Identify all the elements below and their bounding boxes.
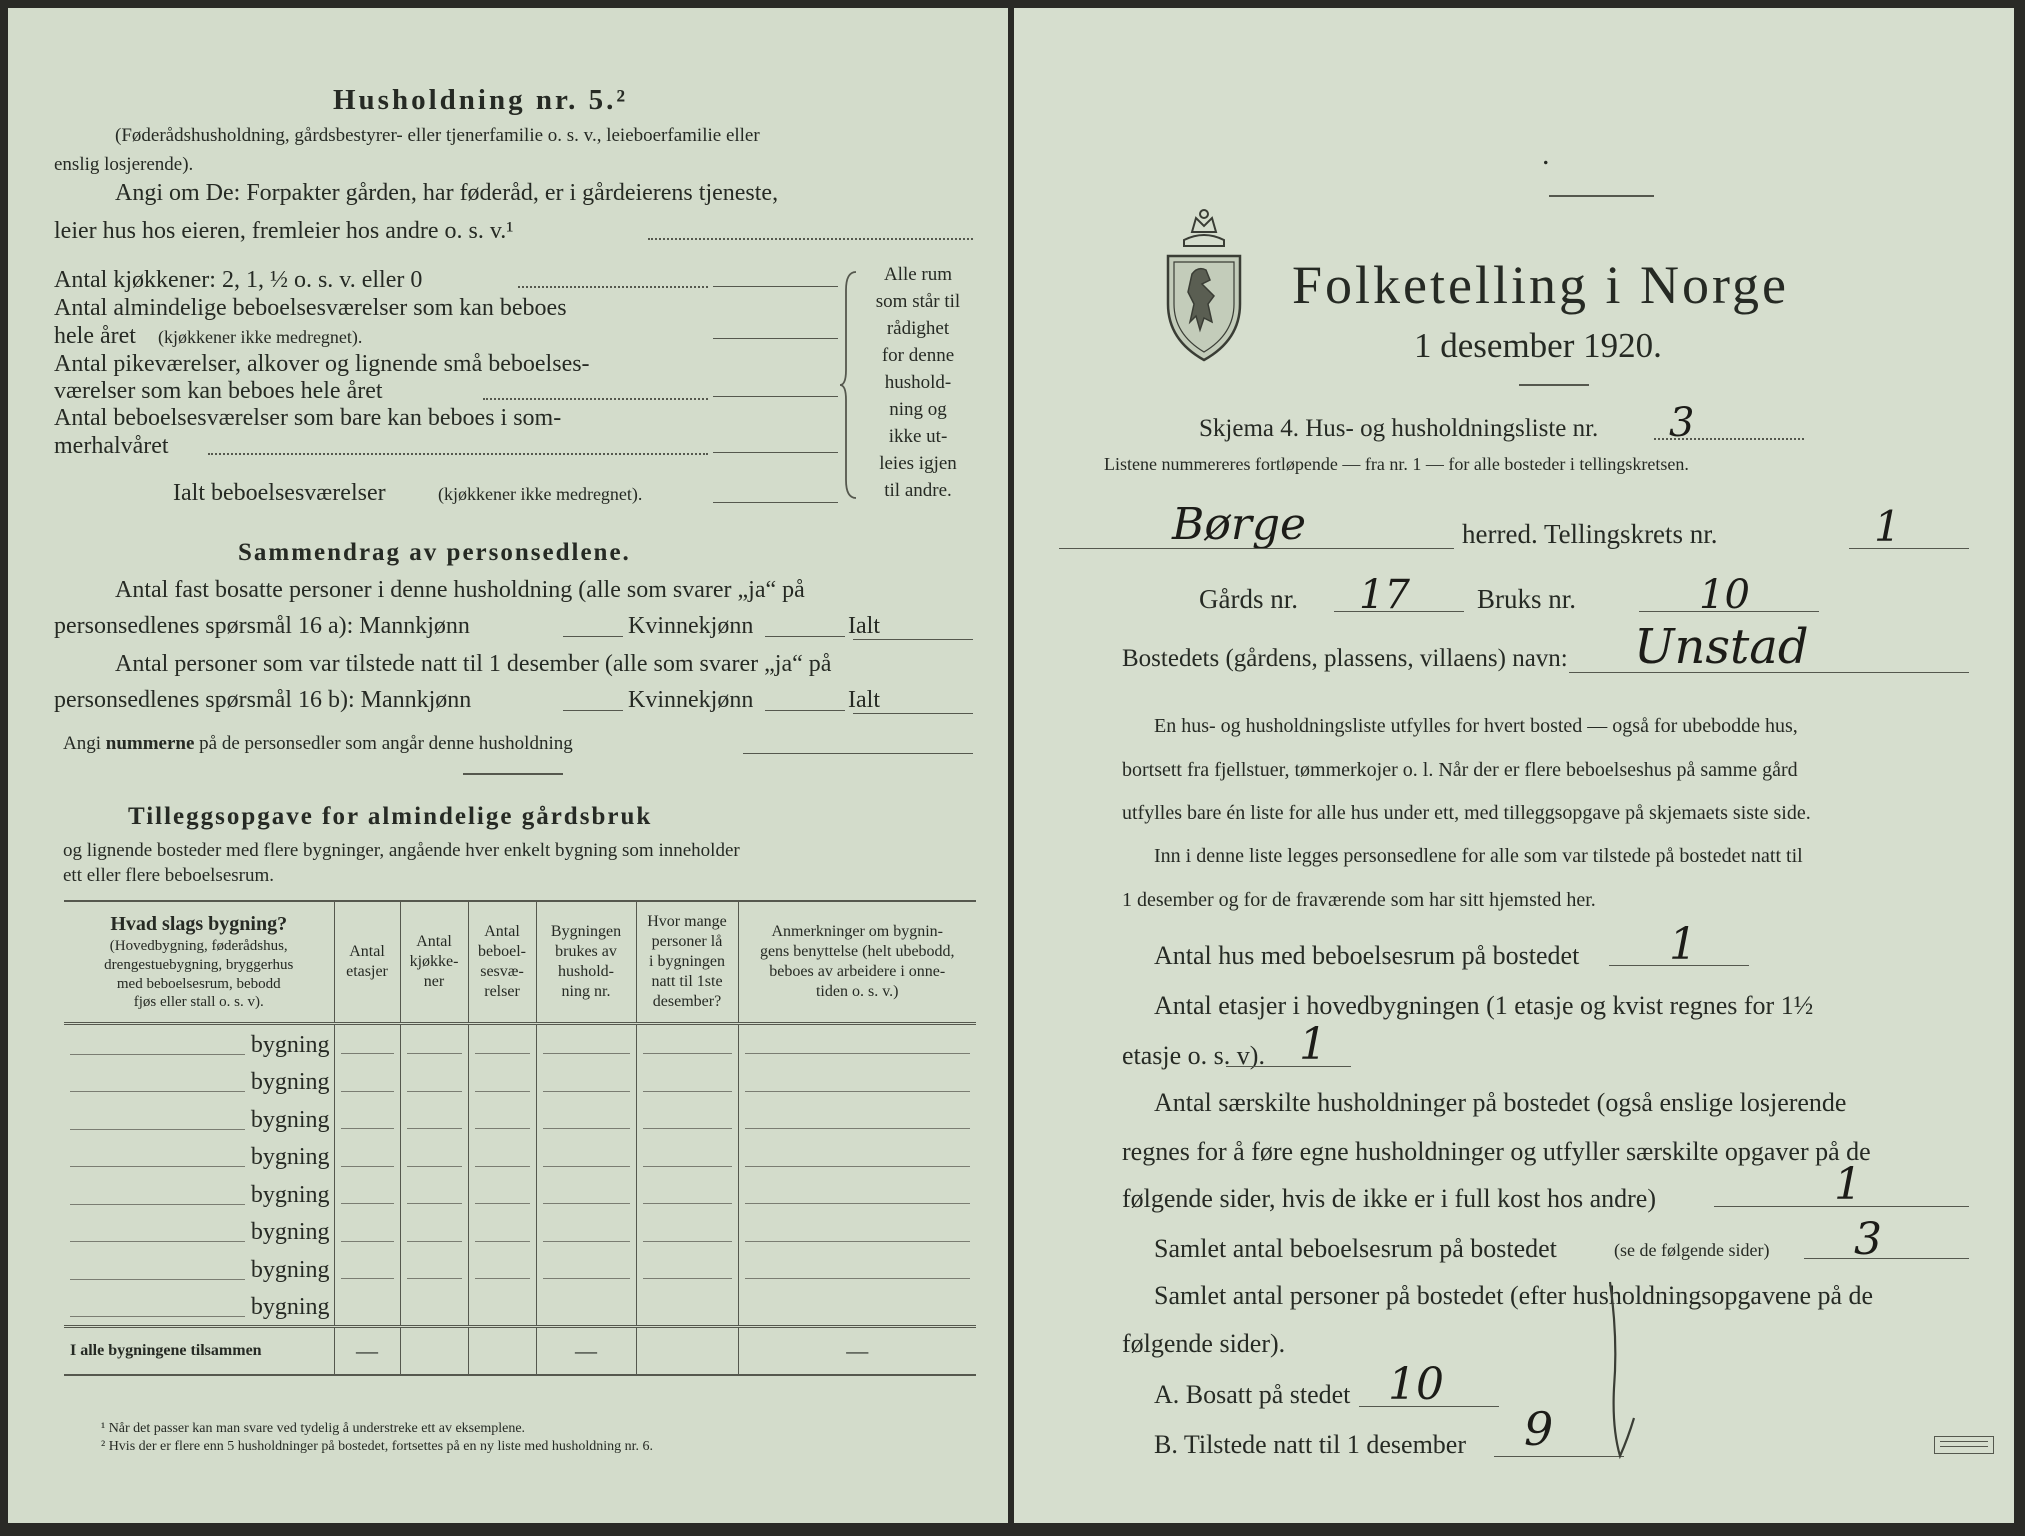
cell[interactable] (536, 1100, 636, 1138)
cell[interactable] (400, 1138, 468, 1176)
b-value[interactable]: 9 (1524, 1402, 1554, 1456)
gards-line (1334, 611, 1464, 612)
h: sesvæ- (480, 963, 524, 980)
note-line: for denne (881, 345, 955, 366)
krets-value[interactable]: 1 (1874, 502, 1901, 551)
angi-rest: på de personsedler som angår denne husholdning (199, 733, 573, 754)
q-hus-label: Antal hus med beboelsesrum på bostedet (1154, 941, 1580, 970)
table-row (64, 1175, 976, 1213)
table-row (64, 1100, 976, 1138)
building-type-cell[interactable] (64, 1288, 334, 1327)
tilstede-mann-line[interactable] (563, 710, 623, 711)
cell[interactable] (334, 1100, 400, 1138)
cell[interactable] (636, 1138, 738, 1176)
q-pers-l1: Samlet antal personer på bostedet (efter husholdningsopgavene på de (1154, 1281, 1874, 1310)
cell[interactable] (636, 1250, 738, 1288)
census-date: 1 desember 1920. (1414, 326, 1662, 365)
q-rom-value[interactable]: 3 (1854, 1214, 1882, 1265)
cell[interactable] (536, 1138, 636, 1176)
summary-title: Sammendrag av personsedlene. (238, 539, 631, 566)
a-value[interactable]: 10 (1388, 1359, 1444, 1410)
dot-mark: . (1542, 138, 1550, 171)
household-intro-2: enslig losjerende). (54, 154, 194, 175)
bosatte-kvinne-label: Kvinnekjønn (628, 613, 754, 639)
cell[interactable] (400, 1175, 468, 1213)
cell[interactable] (536, 1063, 636, 1101)
h: Bygningen (550, 923, 622, 940)
brace-icon (840, 270, 862, 500)
q-rom-label: Samlet antal beboelsesrum på bostedet (1154, 1234, 1557, 1263)
cell[interactable] (536, 1024, 636, 1063)
cell[interactable] (334, 1138, 400, 1176)
h: kjøkke- (409, 953, 459, 970)
cell[interactable] (400, 1213, 468, 1251)
cell[interactable] (334, 1213, 400, 1251)
herred-label: herred. Tellingskrets nr. (1462, 519, 1718, 549)
footnote-1: ¹ Når det passer kan man svare ved tydelig å understreke ett av eksemplene. (101, 1421, 526, 1436)
krets-line (1849, 548, 1969, 549)
total-vaerelser[interactable] (468, 1327, 536, 1376)
household-title: Husholdning nr. 5.² (333, 84, 629, 116)
right-page (1014, 8, 2014, 1523)
cell[interactable] (468, 1213, 536, 1251)
rooms-total: Ialt beboelsesværelser (173, 480, 386, 506)
dots (483, 398, 708, 400)
cell[interactable] (636, 1288, 738, 1327)
bruks-value[interactable]: 10 (1699, 572, 1750, 618)
summer-answer-line[interactable] (713, 452, 838, 453)
gards-label: Gårds nr. (1199, 584, 1298, 614)
b-label: B. Tilstede natt til 1 desember (1154, 1430, 1466, 1459)
left-page (8, 8, 1008, 1523)
row-label: bygning (250, 1181, 330, 1208)
kitchens-answer-line[interactable] (713, 286, 838, 287)
rooms-summer-2: merhalvåret (54, 433, 169, 459)
q-rom-line (1804, 1258, 1969, 1259)
household-intro-1: (Føderådshusholdning, gårdsbestyrer- eller tjenerfamilie o. s. v., leieboerfamilie eller (115, 125, 760, 146)
table-row (64, 1213, 976, 1251)
h: desember? (652, 993, 722, 1010)
cell[interactable] (636, 1175, 738, 1213)
summary-line-3: Antal personer som var tilstede natt til 1 desember (alle som svarer „ja“ på (115, 651, 832, 677)
supplement-line-1: og lignende bosteder med flere bygninger, angående hver enkelt bygning som inneholder (63, 840, 740, 861)
building-type-cell[interactable] (64, 1100, 334, 1138)
cell[interactable] (738, 1063, 976, 1101)
total-label: I alle bygningene tilsammen (64, 1327, 334, 1376)
cell[interactable] (636, 1213, 738, 1251)
rooms-year: hele året (54, 323, 136, 349)
rooms-small-2: værelser som kan beboes hele året (54, 378, 383, 404)
cell[interactable] (468, 1100, 536, 1138)
h: ning nr. (561, 983, 611, 1000)
h: natt til 1ste (651, 973, 723, 990)
table-total-row (64, 1327, 976, 1376)
small-answer-line[interactable] (713, 396, 838, 397)
col-etasjer (334, 901, 400, 1024)
para2-line2: 1 desember og for de fraværende som har sitt hjemsted her. (1122, 889, 1596, 911)
summary-line-1: Antal fast bosatte personer i denne husholdning (alle som svarer „ja“ på (115, 577, 805, 603)
h: personer lå (651, 933, 723, 950)
census-title: Folketelling i Norge (1292, 255, 1789, 315)
para1-line3: utfylles bare én liste for alle hus under ett, med tilleggsopgave på skjemaets siste side. (1122, 802, 1811, 824)
printer-stamp (1934, 1436, 1994, 1454)
total-husholdning: — (536, 1327, 636, 1376)
col-sub: (Hovedbygning, føderådshus, (109, 938, 288, 954)
total-anmerkninger: — (846, 1338, 869, 1363)
table-row (64, 1063, 976, 1101)
cell[interactable] (334, 1250, 400, 1288)
section-divider (463, 773, 563, 775)
top-rule (1549, 195, 1654, 197)
cell[interactable] (536, 1288, 636, 1327)
cell[interactable] (636, 1063, 738, 1101)
q-hush-l2: regnes for å føre egne husholdninger og utfyller særskilte opgaver på de (1122, 1137, 1871, 1166)
total-rooms-answer-line[interactable] (713, 502, 838, 503)
cell[interactable] (636, 1024, 738, 1063)
row-label: bygning (250, 1219, 330, 1245)
angi-word: Angi (63, 733, 101, 754)
col-sub: med beboelsesrum, bebodd (116, 975, 281, 992)
col-personer (636, 901, 738, 1024)
cell[interactable] (738, 1100, 976, 1138)
cell[interactable] (400, 1288, 468, 1327)
q-etasjer-l2: etasje o. s. v). (1122, 1041, 1265, 1070)
row-label: bygning (250, 1069, 330, 1095)
bosted-label: Bostedets (gårdens, plassens, villaens) navn: (1122, 645, 1568, 672)
h: beboes av arbeidere i onne- (769, 963, 946, 980)
q-hush-l1: Antal særskilte husholdninger på bostedet (også enslige losjerende (1154, 1088, 1847, 1117)
cell[interactable] (468, 1024, 536, 1063)
bosatte-kvinne-line[interactable] (765, 636, 845, 637)
nummerne-word: nummerne (105, 733, 195, 754)
cell[interactable] (400, 1250, 468, 1288)
rooms-kitchens: Antal kjøkkener: 2, 1, ½ o. s. v. eller 0 (54, 267, 423, 293)
q-hush-l3: følgende sider, hvis de ikke er i full kost hos andre) (1122, 1184, 1656, 1213)
h: ner (423, 973, 445, 990)
building-type-cell[interactable] (64, 1250, 334, 1288)
building-type-cell[interactable] (64, 1063, 334, 1101)
h: Antal (484, 923, 520, 940)
buildings-table (64, 900, 976, 1376)
row-label: bygning (250, 1256, 330, 1283)
cell[interactable] (536, 1175, 636, 1213)
col-anmerkninger (738, 901, 976, 1024)
dots (518, 286, 708, 288)
cell[interactable] (738, 1175, 976, 1213)
herred-value[interactable]: Børge (1172, 499, 1307, 550)
dots (208, 453, 708, 455)
listene-note: Listene nummereres fortløpende — fra nr. 1 — for alle bosteder i tellingskretsen. (1104, 454, 1689, 474)
summary-line-2: personsedlenes spørsmål 16 a): Mannkjønn (54, 613, 470, 639)
row-label: bygning (250, 1031, 330, 1058)
para1-line1: En hus- og husholdningsliste utfylles for hvert bosted — også for ubebodde hus, (1154, 715, 1798, 737)
cell[interactable] (738, 1138, 976, 1176)
q-hush-value[interactable]: 1 (1834, 1159, 1862, 1210)
total-kjokkener[interactable] (400, 1327, 468, 1376)
cell[interactable] (334, 1175, 400, 1213)
total-personer[interactable] (636, 1327, 738, 1376)
note-line: hushold- (884, 372, 952, 393)
rooms-note (863, 261, 973, 504)
a-line (1359, 1406, 1499, 1407)
herred-line (1059, 548, 1454, 549)
bruks-line (1639, 611, 1819, 612)
cell[interactable] (738, 1250, 976, 1288)
h: Antal (349, 943, 385, 960)
table-row (64, 1024, 976, 1063)
h: Anmerkninger om bygnin- (771, 923, 944, 940)
q-etasjer-value[interactable]: 1 (1299, 1019, 1327, 1070)
cell[interactable] (400, 1024, 468, 1063)
skjema-answer-line (1654, 438, 1804, 440)
building-type-cell[interactable] (64, 1138, 334, 1176)
bosatte-mann-line[interactable] (563, 636, 623, 637)
h: Antal (416, 933, 452, 950)
bruks-label: Bruks nr. (1477, 584, 1577, 614)
h: gens benyttelse (helt ubebodd, (759, 943, 955, 960)
h: etasjer (346, 963, 388, 980)
cell[interactable] (468, 1250, 536, 1288)
bosted-line (1569, 672, 1969, 673)
coat-of-arms-icon (1162, 204, 1246, 364)
nummerne-answer-line[interactable] (743, 753, 973, 754)
pencil-bracket-mark (1604, 1278, 1644, 1468)
row-label: bygning (250, 1294, 330, 1320)
angi-answer-line[interactable] (648, 238, 973, 240)
note-line: som står til (875, 291, 961, 312)
total-etasjer: — (334, 1327, 400, 1376)
col-husholdning (536, 901, 636, 1024)
tilstede-ialt-line[interactable] (853, 713, 973, 714)
q-etasjer-line (1226, 1066, 1351, 1067)
rooms-small: Antal pikeværelser, alkover og lignende små beboelses- (54, 351, 590, 377)
tilstede-kvinne-line[interactable] (765, 710, 845, 711)
q-hus-value[interactable]: 1 (1669, 919, 1697, 970)
cell[interactable] (536, 1213, 636, 1251)
cell[interactable] (738, 1024, 976, 1063)
q-pers-l2: følgende sider). (1122, 1329, 1286, 1358)
a-label: A. Bosatt på stedet (1154, 1380, 1351, 1409)
cell[interactable] (468, 1175, 536, 1213)
cell[interactable] (738, 1288, 976, 1327)
rooms-total-note: (kjøkkener ikke medregnet). (438, 484, 643, 504)
col-sub: drengestuebygning, bryggerhus (104, 956, 294, 973)
table-row (64, 1250, 976, 1288)
note-line: ikke ut- (888, 426, 948, 447)
para1-line2: bortsett fra fjellstuer, tømmerkojer o. l. Når der er flere beboelseshus på samme gård (1122, 759, 1798, 781)
note-line: rådighet (886, 318, 950, 339)
q-etasjer-l1: Antal etasjer i hovedbygningen (1 etasje og kvist regnes for 1½ (1154, 991, 1814, 1020)
col-vaerelser (468, 901, 536, 1024)
cell[interactable] (468, 1288, 536, 1327)
angi-nummerne (63, 734, 573, 753)
col-building-title: Hvad slags bygning? (110, 913, 288, 935)
col-sub: fjøs eller stall o. s. v). (133, 994, 264, 1011)
note-line: Alle rum (883, 264, 953, 285)
cell[interactable] (400, 1100, 468, 1138)
gards-value[interactable]: 17 (1359, 572, 1410, 618)
h: Hvor mange (647, 913, 727, 930)
h: i bygningen (649, 953, 725, 970)
building-type-cell[interactable] (64, 1175, 334, 1213)
h: tiden o. s. v.) (815, 983, 899, 1000)
angi-line-1: Angi om De: Forpakter gården, har føderåd, er i gårdeierens tjeneste, (115, 180, 779, 206)
date-rule (1519, 384, 1589, 386)
rooms-summer: Antal beboelsesværelser som bare kan beboes i som- (54, 405, 562, 431)
row-label: bygning (250, 1106, 330, 1133)
cell[interactable] (468, 1063, 536, 1101)
h: beboel- (478, 943, 526, 960)
bosatte-ialt-line[interactable] (853, 639, 973, 640)
note-line: til andre. (884, 480, 952, 501)
q-hus-line (1609, 965, 1749, 966)
cell[interactable] (738, 1213, 976, 1251)
table-row (64, 1288, 976, 1327)
table-row (64, 1138, 976, 1176)
cell[interactable] (400, 1063, 468, 1101)
tilstede-ialt-label: Ialt (848, 687, 880, 713)
bosted-value[interactable]: Unstad (1634, 619, 1809, 675)
q-rom-note: (se de følgende sider) (1614, 1240, 1770, 1260)
supplement-line-2: ett eller flere beboelsesrum. (63, 865, 275, 886)
col-kjokkener (400, 901, 468, 1024)
footnote-2: ² Hvis der er flere enn 5 husholdninger på bostedet, fortsettes på en ny liste med husholdning nr. 6. (101, 1439, 654, 1454)
col-building-type (64, 901, 334, 1024)
cell[interactable] (334, 1288, 400, 1327)
note-line: leies igjen (879, 453, 957, 474)
summary-line-4: personsedlenes spørsmål 16 b): Mannkjønn (54, 687, 472, 713)
h: hushold- (558, 963, 614, 980)
cell[interactable] (334, 1063, 400, 1101)
q-hush-line (1714, 1206, 1969, 1207)
h: brukes av (555, 943, 617, 960)
para2-line1: Inn i denne liste legges personsedlene for alle som var tilstede på bostedet natt til (1154, 845, 1803, 867)
cell[interactable] (536, 1250, 636, 1288)
rooms-ordinary: Antal almindelige beboelsesværelser som kan beboes (54, 295, 567, 321)
building-type-cell[interactable] (64, 1213, 334, 1251)
skjema-label: Skjema 4. Hus- og husholdningsliste nr. (1199, 415, 1599, 442)
cell[interactable] (334, 1024, 400, 1063)
rooms-year-note: (kjøkkener ikke medregnet). (158, 327, 363, 347)
bosatte-ialt-label: Ialt (848, 613, 880, 639)
h: relser (484, 983, 520, 1000)
angi-line-2: leier hus hos eieren, fremleier hos andre o. s. v.¹ (54, 218, 514, 244)
tilstede-kvinne-label: Kvinnekjønn (628, 687, 754, 713)
cell[interactable] (636, 1100, 738, 1138)
row-label: bygning (250, 1144, 330, 1170)
building-type-cell[interactable] (64, 1024, 334, 1063)
skjema-number[interactable]: 3 (1669, 400, 1695, 446)
cell[interactable] (468, 1138, 536, 1176)
ordinary-answer-line[interactable] (713, 338, 838, 339)
supplement-title: Tilleggsopgave for almindelige gårdsbruk (128, 803, 653, 830)
note-line: ning og (889, 399, 947, 420)
